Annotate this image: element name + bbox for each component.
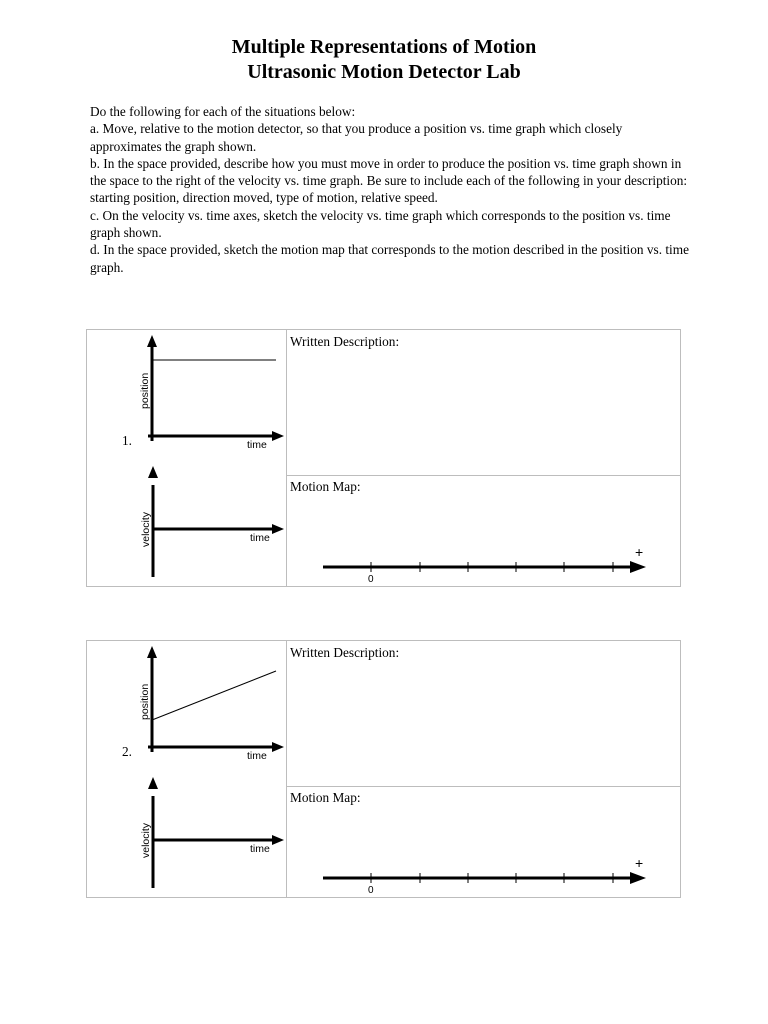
plus-label: + <box>635 544 644 560</box>
arrow-right-icon <box>272 835 284 845</box>
origin-label: 0 <box>368 885 374 896</box>
arrow-up-icon <box>147 646 157 658</box>
written-description-label: Written Description: <box>290 334 400 349</box>
page-title: Multiple Representations of Motion <box>231 36 537 58</box>
position-axis-label: position <box>139 372 151 409</box>
written-description-label: Written Description: <box>290 645 400 660</box>
time-axis-label: time <box>250 532 270 544</box>
motion-map <box>286 475 681 587</box>
instruction-b: b. In the space provided, describe how you must move in order to produce the position vs. time graph shown in the space to the right of the velocity vs. time graph. Be sure to include each of the following in your description: starting position, direction moved, type of motion, relative speed. <box>90 155 688 206</box>
arrow-right-icon <box>272 431 284 441</box>
velocity-axis-label: velocity <box>140 822 152 858</box>
arrow-right-icon <box>272 742 284 752</box>
motion-map-label: Motion Map: <box>290 479 361 494</box>
problem-1 <box>86 329 681 587</box>
instructions-lead: Do the following for each of the situations below: <box>90 104 356 119</box>
instruction-a: a. Move, relative to the motion detector, so that you produce a position vs. time graph which closely approximates the graph shown. <box>90 121 623 154</box>
problem-number: 2. <box>122 744 132 759</box>
instruction-d: d. In the space provided, sketch the motion map that corresponds to the motion described in the position vs. time graph. <box>90 242 689 275</box>
arrow-right-icon <box>630 561 646 573</box>
arrow-up-icon <box>147 335 157 347</box>
page-subtitle: Ultrasonic Motion Detector Lab <box>247 61 521 83</box>
position-curve <box>152 671 276 720</box>
problem-number: 1. <box>122 433 132 448</box>
instruction-c: c. On the velocity vs. time axes, sketch the velocity vs. time graph which corresponds to the position vs. time graph shown. <box>90 207 671 241</box>
position-time-graph <box>86 640 286 786</box>
time-axis-label: time <box>250 843 270 855</box>
instructions <box>90 103 690 276</box>
plus-label: + <box>635 855 644 871</box>
velocity-axis-label: velocity <box>140 511 152 547</box>
velocity-time-graph <box>86 786 286 898</box>
arrow-right-icon <box>630 872 646 884</box>
time-axis-label: time <box>247 439 267 451</box>
position-time-graph <box>86 329 286 475</box>
velocity-time-graph <box>86 475 286 587</box>
motion-map <box>286 786 681 898</box>
origin-label: 0 <box>368 574 374 585</box>
problem-2 <box>86 640 681 898</box>
motion-map-label: Motion Map: <box>290 790 361 805</box>
time-axis-label: time <box>247 750 267 762</box>
arrow-right-icon <box>272 524 284 534</box>
position-axis-label: position <box>139 683 151 720</box>
